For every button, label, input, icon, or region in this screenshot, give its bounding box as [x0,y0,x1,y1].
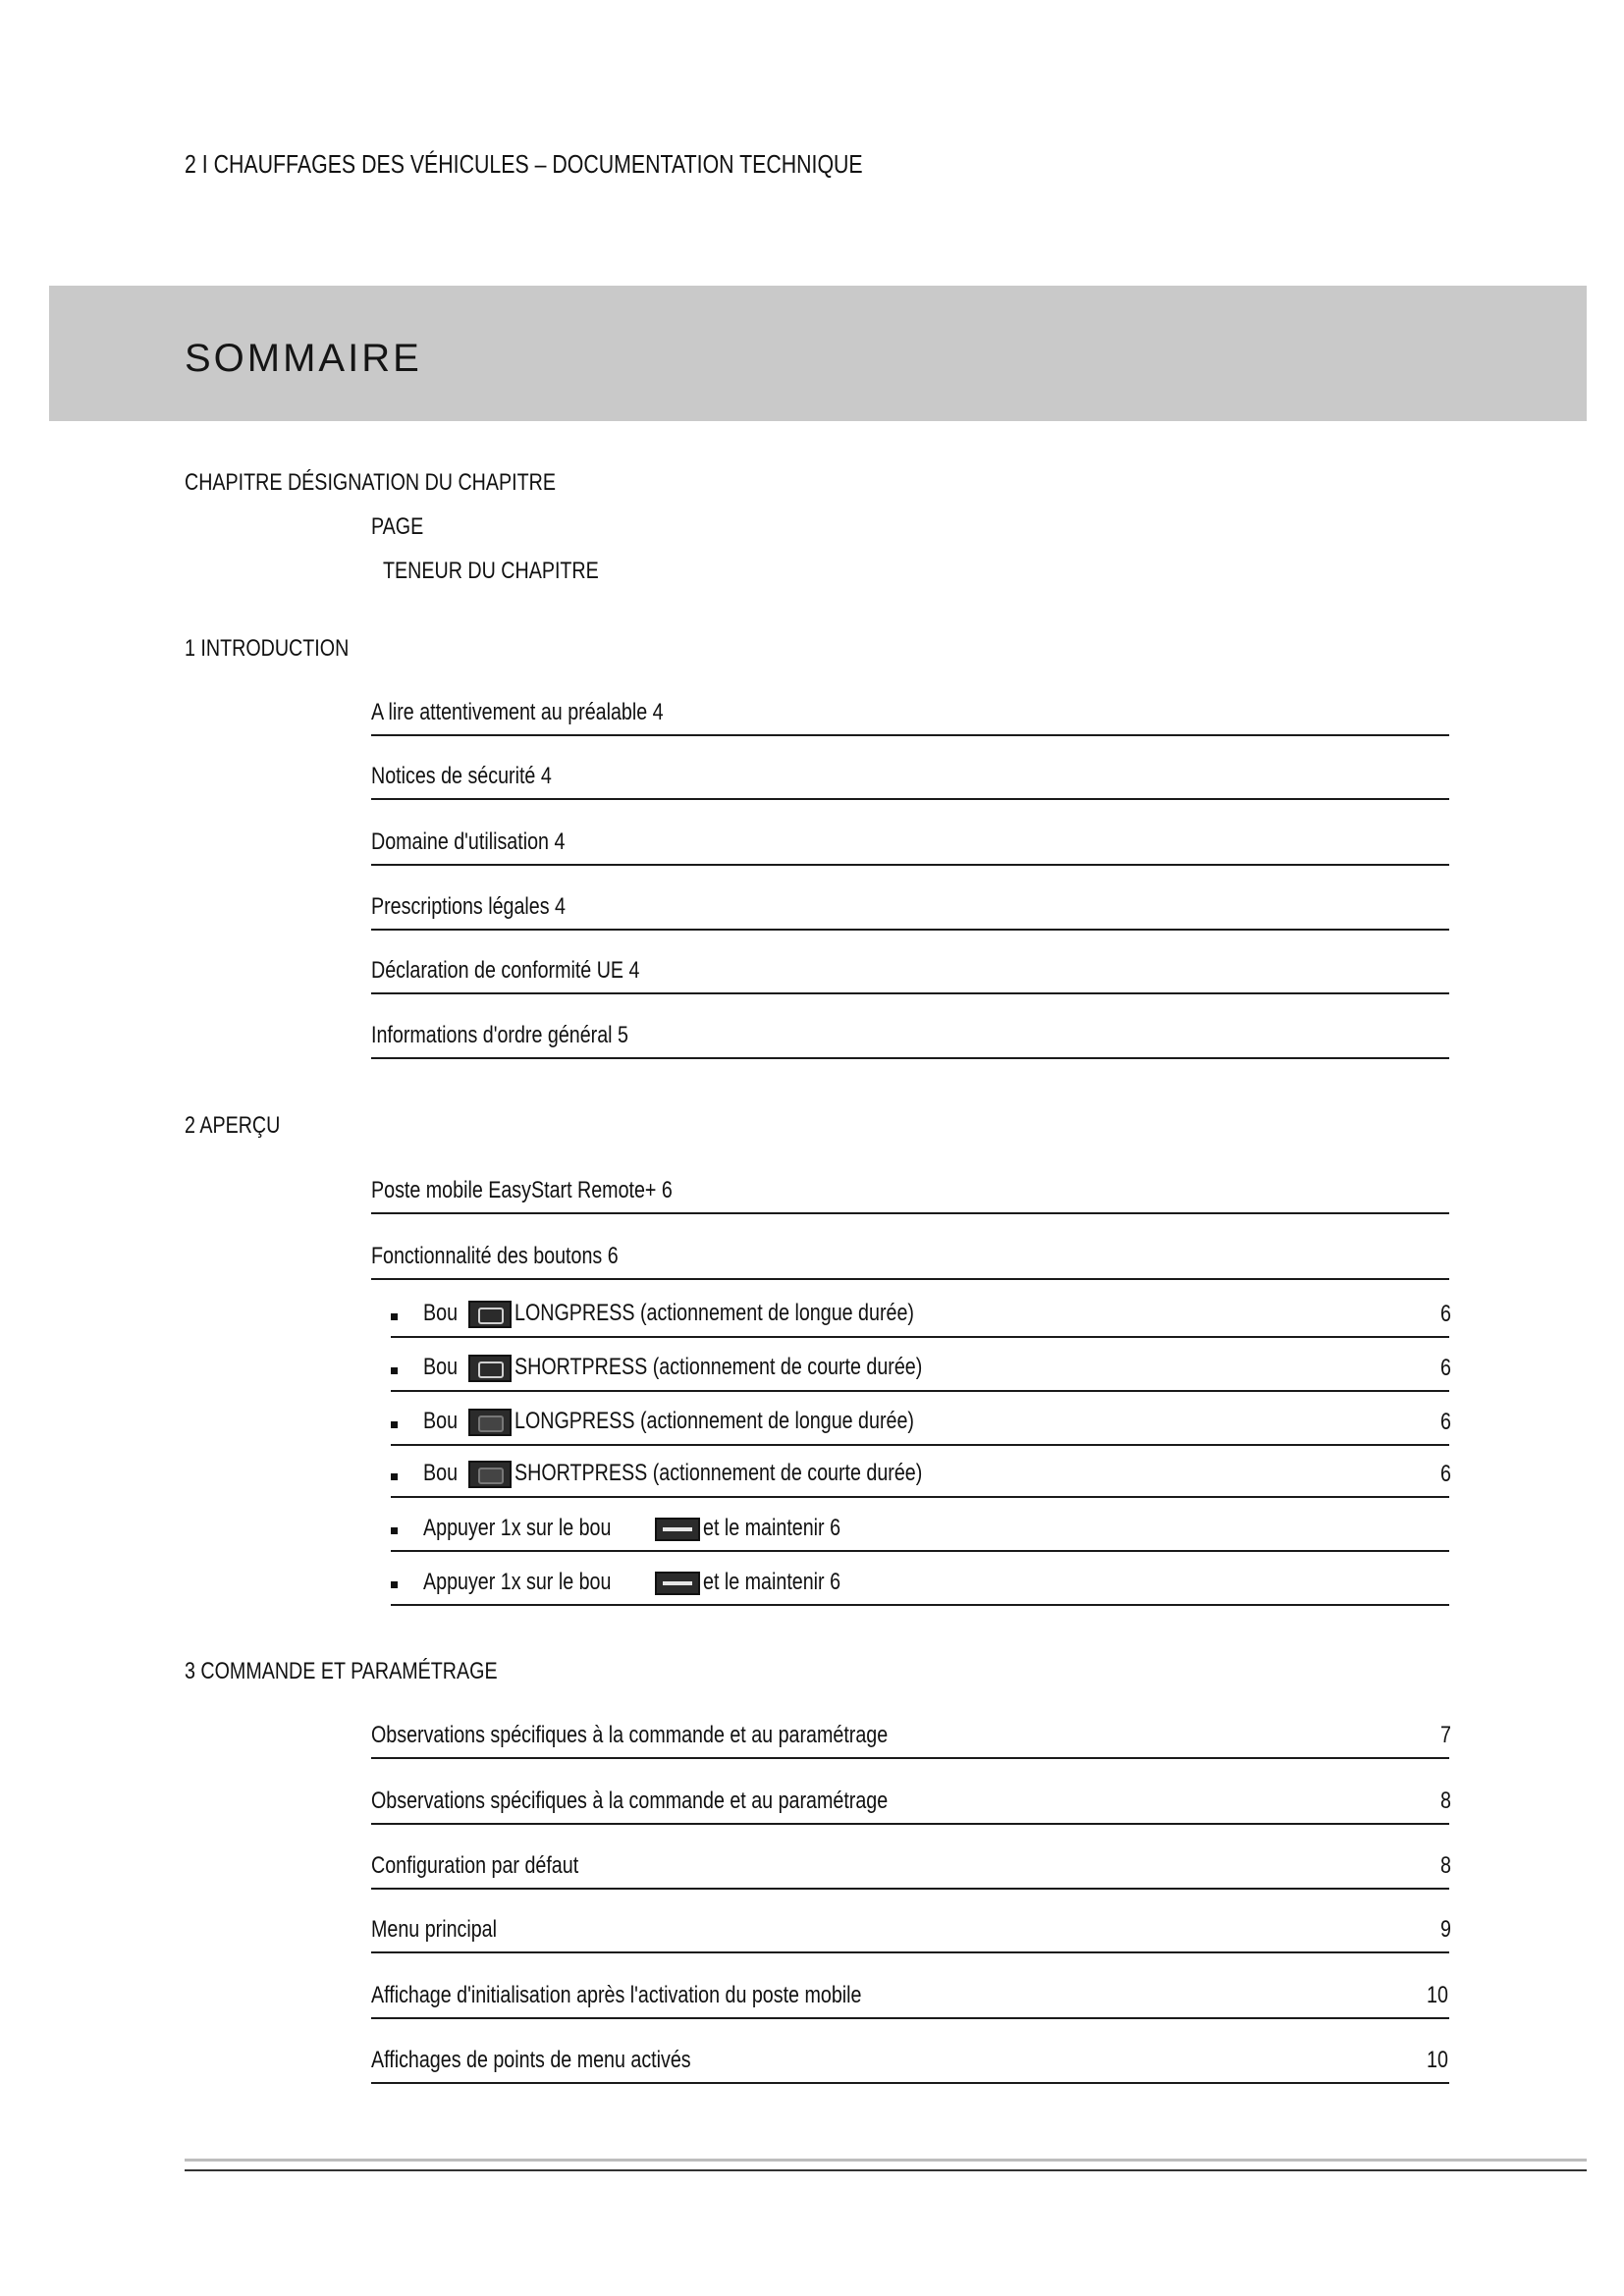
bullet-marker [391,1473,398,1480]
toc-sub-entry-prefix: Appuyer 1x sur le bou [423,1515,612,1541]
content-column-heading [383,558,646,585]
toc-page-number: 7 [1439,1722,1451,1748]
toc-entry-label: Déclaration de conformité UE 4 [371,957,640,984]
toc-sub-entry-label [423,1300,1001,1328]
toc-entry-label: Observations spécifiques à la commande et au paramétrage [371,1722,889,1748]
toc-page-number: 6 [1439,1301,1451,1327]
toc-sub-entry[interactable] [391,1515,1449,1552]
toc-sub-entry-suffix: LONGPRESS (actionnement de longue durée) [514,1408,914,1435]
toc-sub-entry-suffix: SHORTPRESS (actionnement de courte durée) [514,1354,923,1381]
toc-sub-entry[interactable] [391,1569,1449,1606]
toc-entry[interactable] [371,1022,1449,1059]
toc-sub-entry-label [423,1460,1011,1488]
toc-entry-label: Poste mobile EasyStart Remote+ 6 [371,1177,673,1203]
chapter-heading [185,1112,301,1140]
toc-sub-entry-prefix: Bou [423,1460,459,1487]
toc-page-number: 8 [1439,1788,1451,1814]
toc-sub-entry-label [423,1515,871,1542]
toc-sub-entry-label [423,1408,1001,1436]
footer-rule-light [185,2159,1587,2162]
bullet-marker [391,1421,398,1428]
toc-sub-entry-suffix: et le maintenir 6 [703,1515,841,1541]
toc-sub-entry[interactable] [391,1354,1451,1392]
toc-entry[interactable] [371,893,1449,931]
running-header [185,149,1011,180]
section-title-band [49,286,1587,421]
toc-entry[interactable] [371,2047,1449,2084]
toc-sub-entry-label [423,1354,1011,1382]
toc-entry-label: Affichages de points de menu activés [371,2047,691,2073]
toc-page-number: 10 [1427,1982,1449,2008]
toc-page-number: 8 [1439,1852,1451,1879]
toc-entry[interactable] [371,1852,1451,1890]
toc-sub-entry-suffix: LONGPRESS (actionnement de longue durée) [514,1300,914,1327]
toc-page-number: 6 [1439,1409,1451,1435]
toc-entry-label: Informations d'ordre général 5 [371,1022,628,1048]
toc-entry[interactable] [371,1177,1449,1214]
chapter-title: 2 APERÇU [185,1112,281,1139]
page-column-heading [371,513,435,541]
bullet-marker [391,1367,398,1374]
toc-entry-label: Prescriptions légales 4 [371,893,566,920]
toc-entry-label: Affichage d'initialisation après l'activation du poste mobile [371,1982,862,2008]
toc-sub-entry-suffix: SHORTPRESS (actionnement de courte durée) [514,1460,923,1487]
toc-entry-label: Notices de sécurité 4 [371,763,552,789]
toc-sub-entry-prefix: Appuyer 1x sur le bou [423,1569,612,1595]
bullet-marker [391,1527,398,1534]
toc-entry[interactable] [371,1788,1451,1825]
toc-sub-entry-prefix: Bou [423,1408,459,1435]
toc-entry[interactable] [371,763,1449,800]
toc-entry[interactable] [371,1916,1451,1953]
content-column-heading-text: TENEUR DU CHAPITRE [383,558,599,584]
toc-entry[interactable] [371,699,1449,736]
toc-page-number: 6 [1439,1461,1451,1487]
toc-entry-label: Configuration par défaut [371,1852,579,1879]
toc-entry-label: Menu principal [371,1916,497,1943]
toc-sub-entry-prefix: Bou [423,1300,459,1327]
heat-button-icon [655,1518,700,1541]
toc-entry-label: Fonctionnalité des boutons 6 [371,1243,619,1269]
toc-sub-entry-prefix: Bou [423,1354,459,1381]
toc-entry[interactable] [371,1243,1449,1280]
bullet-marker [391,1581,398,1588]
toc-sub-entry-label [423,1569,871,1596]
running-header-text: 2 I CHAUFFAGES DES VÉHICULES – DOCUMENTATION TECHNIQUE [185,149,863,179]
page-column-heading-text: PAGE [371,513,424,540]
toc-entry-label: A lire attentivement au préalable 4 [371,699,664,725]
chapter-title: 1 INTRODUCTION [185,635,350,662]
toc-sub-entry-suffix: et le maintenir 6 [703,1569,841,1595]
toc-entry-label: Domaine d'utilisation 4 [371,828,566,855]
ventilation-button-icon [655,1572,700,1595]
toc-entry[interactable] [371,1982,1449,2019]
toc-entry[interactable] [371,957,1449,994]
toc-page-number: 9 [1439,1916,1451,1943]
chapter-heading [185,635,385,663]
bullet-marker [391,1313,398,1320]
toc-page-number: 10 [1427,2047,1449,2073]
toc-sub-entry[interactable] [391,1460,1451,1498]
toc-entry-label: Observations spécifiques à la commande et au paramétrage [371,1788,889,1814]
toc-sub-entry[interactable] [391,1408,1451,1446]
chapter-column-heading [185,469,637,497]
on-button-icon [468,1301,512,1328]
off-button-icon [468,1461,512,1488]
off-button-icon [468,1409,512,1436]
chapter-title: 3 COMMANDE ET PARAMÉTRAGE [185,1658,498,1684]
section-title: SOMMAIRE [185,337,422,380]
toc-page-number: 6 [1439,1355,1451,1381]
on-button-icon [468,1355,512,1382]
footer-rule-dark [185,2169,1587,2171]
toc-entry[interactable] [371,828,1449,866]
toc-entry[interactable] [371,1722,1451,1759]
toc-sub-entry[interactable] [391,1300,1451,1338]
chapter-heading [185,1658,567,1685]
chapter-column-heading-text: CHAPITRE DÉSIGNATION DU CHAPITRE [185,469,556,496]
